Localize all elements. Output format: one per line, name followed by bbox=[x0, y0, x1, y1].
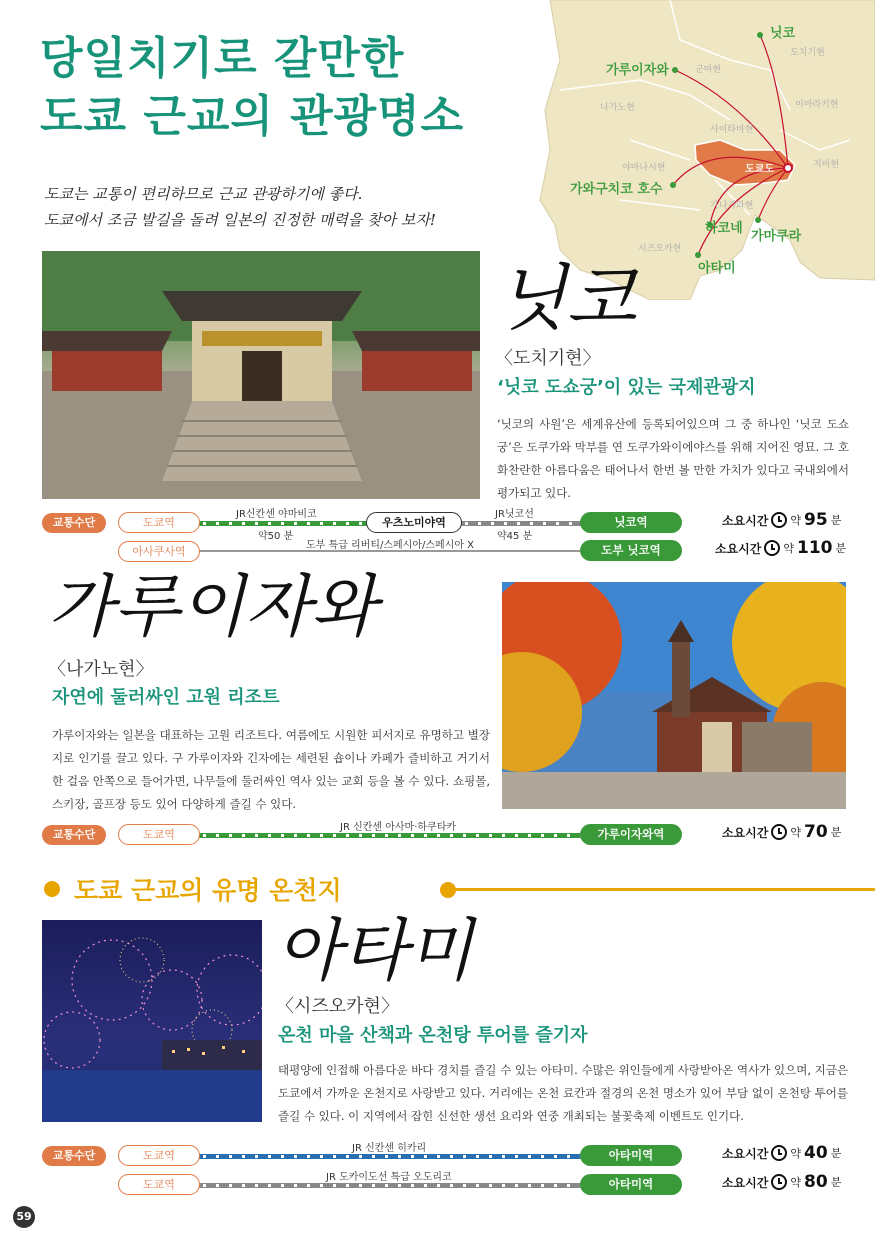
karuizawa-r1-duration-label: 소요시간 bbox=[722, 825, 769, 840]
clock-icon bbox=[771, 824, 787, 840]
karuizawa-transport-label: 교통수단 bbox=[42, 825, 106, 845]
atami-r1-duration-pre: 약 bbox=[790, 1147, 802, 1160]
nikko-r1-line2-name: JR닛코선 bbox=[495, 509, 534, 520]
nikko-r1-line1-name: JR신칸센 야마비코 bbox=[236, 509, 317, 520]
nikko-r1-duration-unit: 분 bbox=[830, 514, 842, 527]
karuizawa-body: 가루이자와는 일본을 대표하는 고원 리조트다. 여름에도 시원한 피서지로 유명하고 별장지로 인기를 끌고 있다. 구 가루이자와 긴자에는 세련된 숍이나 카페가 즐비하고 거기서 한 걸음 안쪽으로 들어가면, 나무들에 둘러싸인 역사 있는 교회 등을 볼 수 있다. 쇼핑몰, 스키장, 골프장 등도 있어 다양하게 즐길 수 있다. bbox=[52, 728, 490, 811]
nikko-body bbox=[497, 413, 849, 505]
nikko-r2-duration-unit: 분 bbox=[835, 542, 847, 555]
karuizawa-r1-duration-value: 70 bbox=[804, 822, 828, 842]
atami-r1-line1-name: JR 신칸센 히카리 bbox=[352, 1143, 427, 1154]
map-label-yamanashi: 야마나시현 bbox=[622, 163, 666, 173]
nikko-r1-line-b bbox=[455, 521, 585, 526]
atami-body: 태평양에 인접해 아름다운 바다 경치를 즐길 수 있는 아타미. 수많은 위인들에게 사랑받아온 역사가 있으며, 지금은 도쿄에서 가까운 온천지로 사랑받고 있다. 거리에는 온천 료칸과 절경의 온천 명소가 있어 부담 없이 온천탕 투어를 즐길 수 있다. 이 지역에서 잡힌 신선한 생선 요리와 연중 개최되는 불꽃축제 이벤트도 인기다. bbox=[278, 1063, 848, 1123]
atami-transport-label: 교통수단 bbox=[42, 1146, 106, 1166]
nikko-r1-duration-label: 소요시간 bbox=[722, 513, 769, 528]
nikko-r2-duration-pre: 약 bbox=[783, 542, 795, 555]
nikko-r1-to: 닛코역 bbox=[580, 512, 682, 533]
nikko-r2-line1-name: 도부 특급 리버티/스페시아/스페시아 X bbox=[306, 540, 475, 551]
nikko-r1-duration-value: 95 bbox=[804, 510, 828, 530]
atami-r1-duration-value: 40 bbox=[804, 1143, 828, 1163]
kanto-map bbox=[520, 0, 875, 300]
section-bullet-icon bbox=[44, 881, 60, 897]
nikko-r1-from: 도쿄역 bbox=[118, 512, 200, 533]
nikko-r2-to: 도부 닛코역 bbox=[580, 540, 682, 561]
clock-icon bbox=[771, 512, 787, 528]
nikko-r2-duration bbox=[715, 538, 846, 558]
map-label-hakone: 하코네 bbox=[705, 221, 743, 236]
karuizawa-name: 가루이자와 bbox=[48, 568, 377, 647]
karuizawa-r1-from: 도쿄역 bbox=[118, 824, 200, 845]
atami-r1-duration-label: 소요시간 bbox=[722, 1146, 769, 1161]
section-divider bbox=[450, 888, 875, 891]
page-title-line2: 도쿄 근교의 관광명소 bbox=[40, 91, 465, 142]
nikko-body-text: ‘닛코의 사원’은 세계유산에 등록되어있으며 그 중 하나인 ‘닛코 도쇼궁’은 도쿠가와 막부를 연 도쿠가와이에야스를 위해 지어진 영묘. 그 호화찬란한 아름다움은 태어나서 한번 볼 만한 가치가 있다고 국내외에서 평가되고 있다. bbox=[497, 417, 849, 500]
map-label-kamakura: 가마쿠라 bbox=[751, 229, 802, 244]
nikko-r1-line-a bbox=[180, 521, 375, 526]
nikko-pref: 〈도치기현〉 bbox=[495, 348, 601, 369]
nikko-photo bbox=[42, 251, 480, 499]
atami-r1-duration bbox=[722, 1143, 841, 1163]
nikko-r1-via: 우츠노미야역 bbox=[366, 512, 462, 533]
map-label-nikko: 닛코 bbox=[770, 26, 796, 41]
nikko-r2-duration-value: 110 bbox=[797, 538, 833, 558]
map-label-gunma: 군마현 bbox=[695, 65, 722, 75]
clock-icon bbox=[771, 1145, 787, 1161]
karuizawa-subtitle: 자연에 둘러싸인 고원 리조트 bbox=[52, 687, 280, 708]
nikko-r1-duration bbox=[722, 510, 841, 530]
clock-icon bbox=[764, 540, 780, 556]
atami-r2-duration bbox=[722, 1172, 841, 1192]
page-title-line1: 당일치기로 갈만한 bbox=[40, 33, 405, 84]
intro-line1: 도쿄는 교통이 편리하므로 근교 관광하기에 좋다. bbox=[44, 185, 363, 203]
nikko-r2-duration-label: 소요시간 bbox=[715, 541, 762, 556]
atami-r2-duration-pre: 약 bbox=[790, 1176, 802, 1189]
karuizawa-r1-duration-pre: 약 bbox=[790, 826, 802, 839]
nikko-r1-duration-pre: 약 bbox=[790, 514, 802, 527]
nikko-subtitle: ‘닛코 도쇼궁’이 있는 국제관광지 bbox=[497, 377, 756, 398]
map-label-atami: 아타미 bbox=[698, 261, 736, 276]
atami-r2-line bbox=[180, 1183, 590, 1188]
onsen-section-header: 도쿄 근교의 유명 온천지 bbox=[74, 876, 342, 905]
page-number: 59 bbox=[13, 1206, 35, 1228]
atami-r2-from: 도쿄역 bbox=[118, 1174, 200, 1195]
atami-r2-duration-unit: 분 bbox=[830, 1176, 842, 1189]
atami-name: 아타미 bbox=[276, 912, 474, 991]
atami-r2-duration-label: 소요시간 bbox=[722, 1175, 769, 1190]
karuizawa-pref: 〈나가노현〉 bbox=[48, 659, 154, 680]
atami-r1-duration-unit: 분 bbox=[830, 1147, 842, 1160]
karuizawa-r1-line bbox=[180, 833, 590, 838]
atami-r1-line bbox=[180, 1154, 590, 1159]
clock-icon bbox=[771, 1174, 787, 1190]
map-label-tochigi: 도치기현 bbox=[790, 48, 825, 58]
map-label-kanagawa: 가나가와현 bbox=[710, 201, 754, 211]
atami-r1-from: 도쿄역 bbox=[118, 1145, 200, 1166]
map-label-ibaraki: 이바라키현 bbox=[795, 100, 839, 110]
intro-text bbox=[44, 181, 436, 233]
atami-r1-to: 아타미역 bbox=[580, 1145, 682, 1166]
map-label-shizuoka: 시즈오카현 bbox=[638, 244, 682, 254]
map-label-kawaguchiko: 가와구치코 호수 bbox=[570, 182, 663, 197]
intro-line2: 도쿄에서 조금 발길을 돌려 일본의 진정한 매력을 찾아 보자! bbox=[44, 211, 436, 229]
nikko-transport-label: 교통수단 bbox=[42, 513, 106, 533]
map-label-chiba: 지바현 bbox=[813, 160, 840, 170]
nikko-r1-line1-time: 약50 분 bbox=[258, 531, 294, 542]
atami-subtitle: 온천 마을 산책과 온천탕 투어를 즐기자 bbox=[278, 1025, 588, 1046]
karuizawa-r1-to: 가루이자와역 bbox=[580, 824, 682, 845]
nikko-name: 닛코 bbox=[497, 256, 637, 340]
map-label-tokyo: 도쿄도 bbox=[745, 164, 774, 175]
nikko-r1-line2-time: 약45 분 bbox=[497, 531, 533, 542]
karuizawa-r1-duration-unit: 분 bbox=[830, 826, 842, 839]
atami-r2-to: 아타미역 bbox=[580, 1174, 682, 1195]
atami-photo bbox=[42, 920, 262, 1122]
map-label-saitama: 사이타마현 bbox=[710, 125, 754, 135]
karuizawa-photo bbox=[502, 582, 846, 809]
nikko-r2-from: 아사쿠사역 bbox=[118, 541, 200, 562]
atami-r2-duration-value: 80 bbox=[804, 1172, 828, 1192]
atami-r2-line1-name: JR 도카이도선 특급 오도리코 bbox=[326, 1172, 452, 1183]
page-title bbox=[40, 30, 464, 146]
karuizawa-r1-line1-name: JR 신칸센 아사마·하쿠타카 bbox=[340, 822, 457, 833]
map-label-nagano: 나가노현 bbox=[600, 103, 635, 113]
map-label-karuizawa: 가루이자와 bbox=[606, 63, 669, 78]
atami-pref: 〈시즈오카현〉 bbox=[276, 996, 399, 1017]
karuizawa-r1-duration bbox=[722, 822, 841, 842]
